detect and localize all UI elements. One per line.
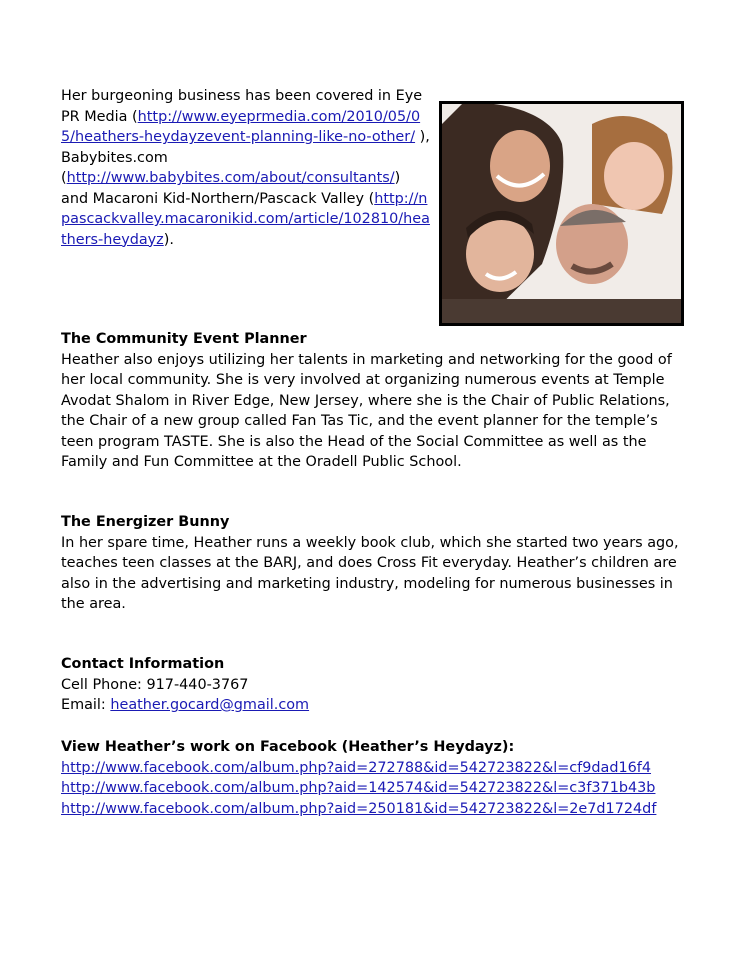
community-section [61, 329, 691, 473]
facebook-link-line [61, 758, 691, 779]
macaronikid-link[interactable]: http://npascackvalley.macaronikid.com/article/102810/heathers-heydayz [61, 190, 430, 248]
intro-text-2: ), Babybites.com ( [61, 129, 430, 186]
energizer-body: In her spare time, Heather runs a weekly book club, which she started two years ago, teaches teen classes at the BARJ, and does Cross Fit everyday. Heather’s children are also in the advertising and marketing industry, modeling for numerous businesses in the area. [61, 534, 679, 612]
facebook-section [61, 737, 691, 819]
facebook-link-line [61, 799, 691, 820]
facebook-album-link-1[interactable]: http://www.facebook.com/album.php?aid=272788&id=542723822&l=cf9dad16f4 [61, 759, 652, 776]
facebook-album-link-3[interactable]: http://www.facebook.com/album.php?aid=250181&id=542723822&l=2e7d1724df [61, 800, 657, 817]
intro-text-1: Her burgeoning business has been covered in Eye PR Media ( [61, 88, 423, 125]
email-label: Email: [61, 697, 111, 713]
intro-text-4: ). [163, 231, 174, 248]
eyepr-link[interactable]: http://www.eyeprmedia.com/2010/05/05/heathers-heydayzevent-planning-like-no-other/ [61, 108, 421, 145]
energizer-heading: The Energizer Bunny [61, 514, 230, 530]
facebook-link-line [61, 778, 691, 799]
contact-section [61, 654, 691, 716]
babybites-link[interactable]: http://www.babybites.com/about/consultants/ [66, 170, 395, 186]
facebook-heading: View Heather’s work on Facebook (Heather’s Heydayz): [61, 739, 515, 755]
family-photo [439, 101, 684, 326]
contact-phone: Cell Phone: 917-440-3767 [61, 676, 249, 693]
intro-text-3: ) and Macaroni Kid-Northern/Pascack Valley ( [61, 170, 401, 207]
energizer-section [61, 512, 691, 615]
contact-heading: Contact Information [61, 656, 225, 672]
contact-email-line [61, 695, 691, 716]
family-photo-icon [442, 104, 681, 323]
community-body: Heather also enjoys utilizing her talents in marketing and networking for the good of her local community. She is very involved at organizing numerous events at Temple Avodat Shalom in River Edge, New Jersey, where she is the Chair of Public Relations, the Chair of a new group called Fan Tas Tic, and the event planner for the temple’s teen program TASTE. She is also the Head of the Social Committee as well as the Family and Fun Committee at the Oradell Public School. [61, 351, 672, 470]
facebook-album-link-2[interactable]: http://www.facebook.com/album.php?aid=142574&id=542723822&l=c3f371b43b [61, 780, 656, 796]
community-heading: The Community Event Planner [61, 331, 307, 347]
email-link[interactable]: heather.gocard@gmail.com [110, 697, 310, 713]
intro-paragraph [61, 86, 431, 250]
